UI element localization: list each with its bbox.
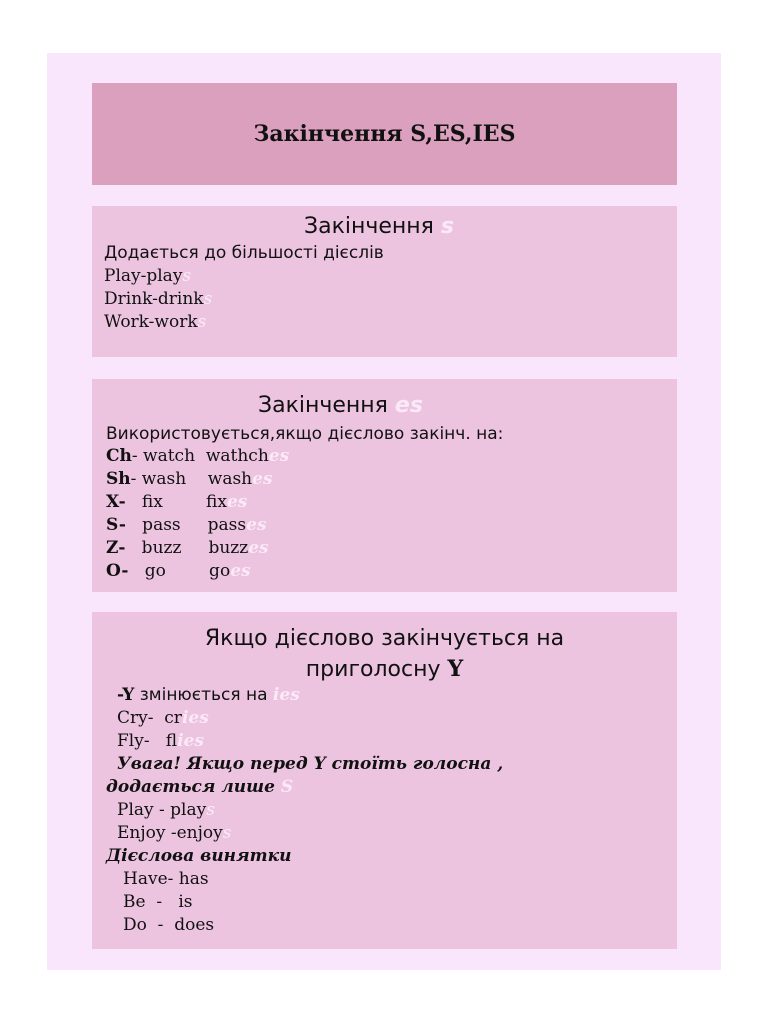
s-example [104, 289, 212, 309]
vowel-note-line1: Увага! Якщо перед Y стоїть голосна , [117, 754, 504, 774]
ies-example [117, 708, 209, 728]
ies-heading-line2-text: приголосну [305, 657, 448, 682]
vowel-note-text: додається лише [106, 777, 281, 797]
ies-ending-section [92, 612, 677, 949]
es-row-ending: es [226, 492, 248, 512]
es-heading-ending: es [394, 393, 423, 418]
es-row-letter: O- [106, 561, 129, 581]
exceptions-title: Дієслова винятки [106, 846, 292, 866]
es-ending-section [92, 379, 677, 592]
es-row-words: - watch wathch [131, 446, 269, 466]
ies-section-heading [92, 624, 677, 685]
title-banner [92, 83, 677, 185]
ies-example-base: Cry- cr [117, 708, 182, 728]
es-row-words: go go [128, 561, 231, 581]
vowel-example-ending: s [206, 800, 215, 820]
es-row-letter: Z- [106, 538, 126, 558]
ies-example-ending: ies [177, 731, 204, 751]
s-example-base: Work-work [104, 312, 198, 332]
vowel-example [117, 800, 215, 820]
es-row-ending: es [268, 446, 290, 466]
es-row-words: - wash wash [130, 469, 253, 489]
exception-item: Have- has [123, 869, 209, 889]
ies-rule-ending: ies [272, 685, 300, 705]
s-example [104, 266, 191, 286]
es-row [106, 561, 251, 581]
es-row-words: fix fix [125, 492, 227, 512]
s-example-ending: s [197, 312, 207, 332]
s-heading-text: Закінчення [304, 214, 441, 239]
ies-example-base: Fly- fl [117, 731, 178, 751]
es-row-letter: Ch [106, 446, 132, 466]
ies-heading-line2 [92, 654, 677, 685]
ies-rule [117, 685, 300, 705]
es-row-ending: es [252, 469, 273, 489]
es-rule: Використовується,якщо дієслово закінч. на: [106, 424, 504, 444]
es-row-letter: X- [106, 492, 126, 512]
es-row-words: buzz buzz [125, 538, 249, 558]
s-section-heading [304, 214, 454, 239]
es-row-ending: es [246, 515, 267, 535]
exception-item: Be - is [123, 892, 193, 912]
vowel-example [117, 823, 231, 843]
vowel-example-base: Enjoy -enjoy [117, 823, 223, 843]
es-row [106, 515, 267, 535]
ies-rule-letter: -Y [117, 685, 135, 705]
es-row [106, 469, 273, 489]
vowel-example-base: Play - play [117, 800, 207, 820]
ies-rule-text: змінюється на [134, 685, 273, 705]
page-title: Закінчення S,ES,IES [253, 121, 516, 147]
es-row-letter: S- [106, 515, 126, 535]
es-row [106, 492, 247, 512]
vowel-note-line2 [106, 777, 293, 797]
es-heading-text: Закінчення [258, 393, 395, 418]
s-ending-section [92, 206, 677, 357]
ies-example [117, 731, 204, 751]
vowel-note-ending: S [280, 777, 294, 797]
s-example-ending: s [203, 289, 213, 309]
ies-heading-letter: Y [447, 656, 464, 682]
s-example [104, 312, 206, 332]
ies-example-ending: ies [181, 708, 209, 728]
s-rule: Додається до більшості дієслів [104, 243, 384, 263]
es-row-words: pass pass [125, 515, 247, 535]
es-row-letter: Sh [106, 469, 131, 489]
es-row [106, 446, 289, 466]
s-example-base: Drink-drink [104, 289, 204, 309]
ies-heading-line1: Якщо дієслово закінчується на [204, 626, 565, 651]
s-example-base: Play-play [104, 266, 183, 286]
s-heading-ending: s [440, 214, 455, 239]
exception-item: Do - does [123, 915, 215, 935]
es-row-ending: es [230, 561, 251, 581]
s-example-ending: s [182, 266, 192, 286]
vowel-example-ending: s [222, 823, 232, 843]
es-section-heading [258, 393, 423, 418]
es-row [106, 538, 269, 558]
es-row-ending: es [248, 538, 269, 558]
